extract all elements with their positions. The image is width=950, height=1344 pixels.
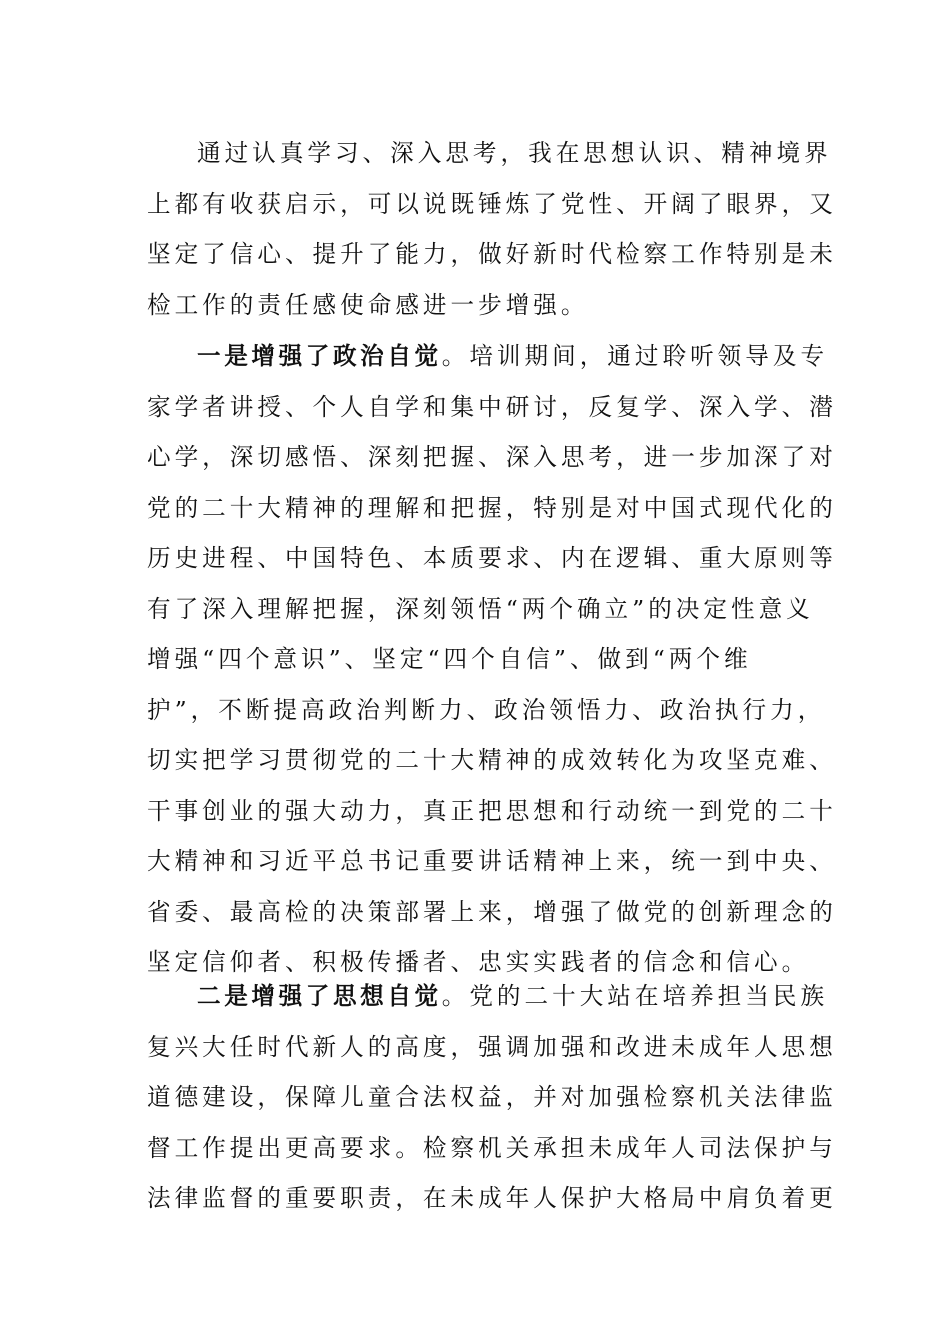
- paragraph-first-line: [147, 331, 829, 382]
- paragraph-line: 切实把学习贯彻党的二十大精神的成效转化为攻坚克难、: [147, 746, 837, 774]
- paragraph-line: 上都有收获启示，可以说既锤炼了党性、开阔了眼界，又: [147, 189, 837, 218]
- paragraph-political-awareness: [147, 331, 837, 988]
- paragraph-line: 通过认真学习、深入思考，我在思想认识、精神境界: [197, 139, 832, 167]
- paragraph-line: 家学者讲授、个人自学和集中研讨，反复学、深入学、潜: [147, 392, 837, 421]
- paragraph-line: 坚定了信心、提升了能力，做好新时代检察工作特别是未: [147, 240, 837, 268]
- paragraph-lead-heading: 一是增强了政治自觉: [197, 342, 442, 370]
- paragraph-line-text: 。培训期间，通过聆听领导及专: [441, 342, 829, 370]
- paragraph-line: 护”，不断提高政治判断力、政治领悟力、政治执行力，: [147, 695, 826, 724]
- paragraph-line: 历史进程、中国特色、本质要求、内在逻辑、重大原则等: [147, 544, 837, 572]
- paragraph-line: 道德建设，保障儿童合法权益，并对加强检察机关法律监: [147, 1083, 837, 1111]
- paragraph-line: 复兴大任时代新人的高度，强调加强和改进未成年人思想: [147, 1032, 837, 1061]
- paragraph-first-line: [147, 971, 829, 1022]
- paragraph-line: 有了深入理解把握，深刻领悟“两个确立”的决定性意义: [147, 594, 814, 623]
- paragraph-line: 省委、最高检的决策部署上来，增强了做党的创新理念的: [147, 897, 837, 926]
- paragraph-line: 大精神和习近平总书记重要讲话精神上来，统一到中央、: [147, 847, 837, 875]
- paragraph-intro: [147, 128, 837, 330]
- paragraph-lead-heading: 二是增强了思想自觉: [197, 982, 442, 1010]
- paragraph-line: 法律监督的重要职责，在未成年人保护大格局中肩负着更: [147, 1184, 837, 1212]
- paragraph-line: 检工作的责任感使命感进一步增强。: [147, 290, 589, 319]
- paragraph-line: 干事创业的强大动力，真正把思想和行动统一到党的二十: [147, 796, 837, 825]
- paragraph-line: 坚定信仰者、积极传播者、忠实实践者的信念和信心。: [147, 948, 810, 976]
- paragraph-line: 党的二十大精神的理解和把握，特别是对中国式现代化的: [147, 493, 837, 522]
- paragraph-line: 督工作提出更高要求。检察机关承担未成年人司法保护与: [147, 1133, 837, 1162]
- paragraph-ideological-awareness: [147, 971, 837, 1224]
- paragraph-line: 增强“四个意识”、坚定“四个自信”、做到“两个维: [147, 645, 752, 673]
- paragraph-line-text: 。党的二十大站在培养担当民族: [441, 982, 829, 1010]
- paragraph-line: 心学，深切感悟、深刻把握、深入思考，进一步加深了对: [147, 443, 837, 471]
